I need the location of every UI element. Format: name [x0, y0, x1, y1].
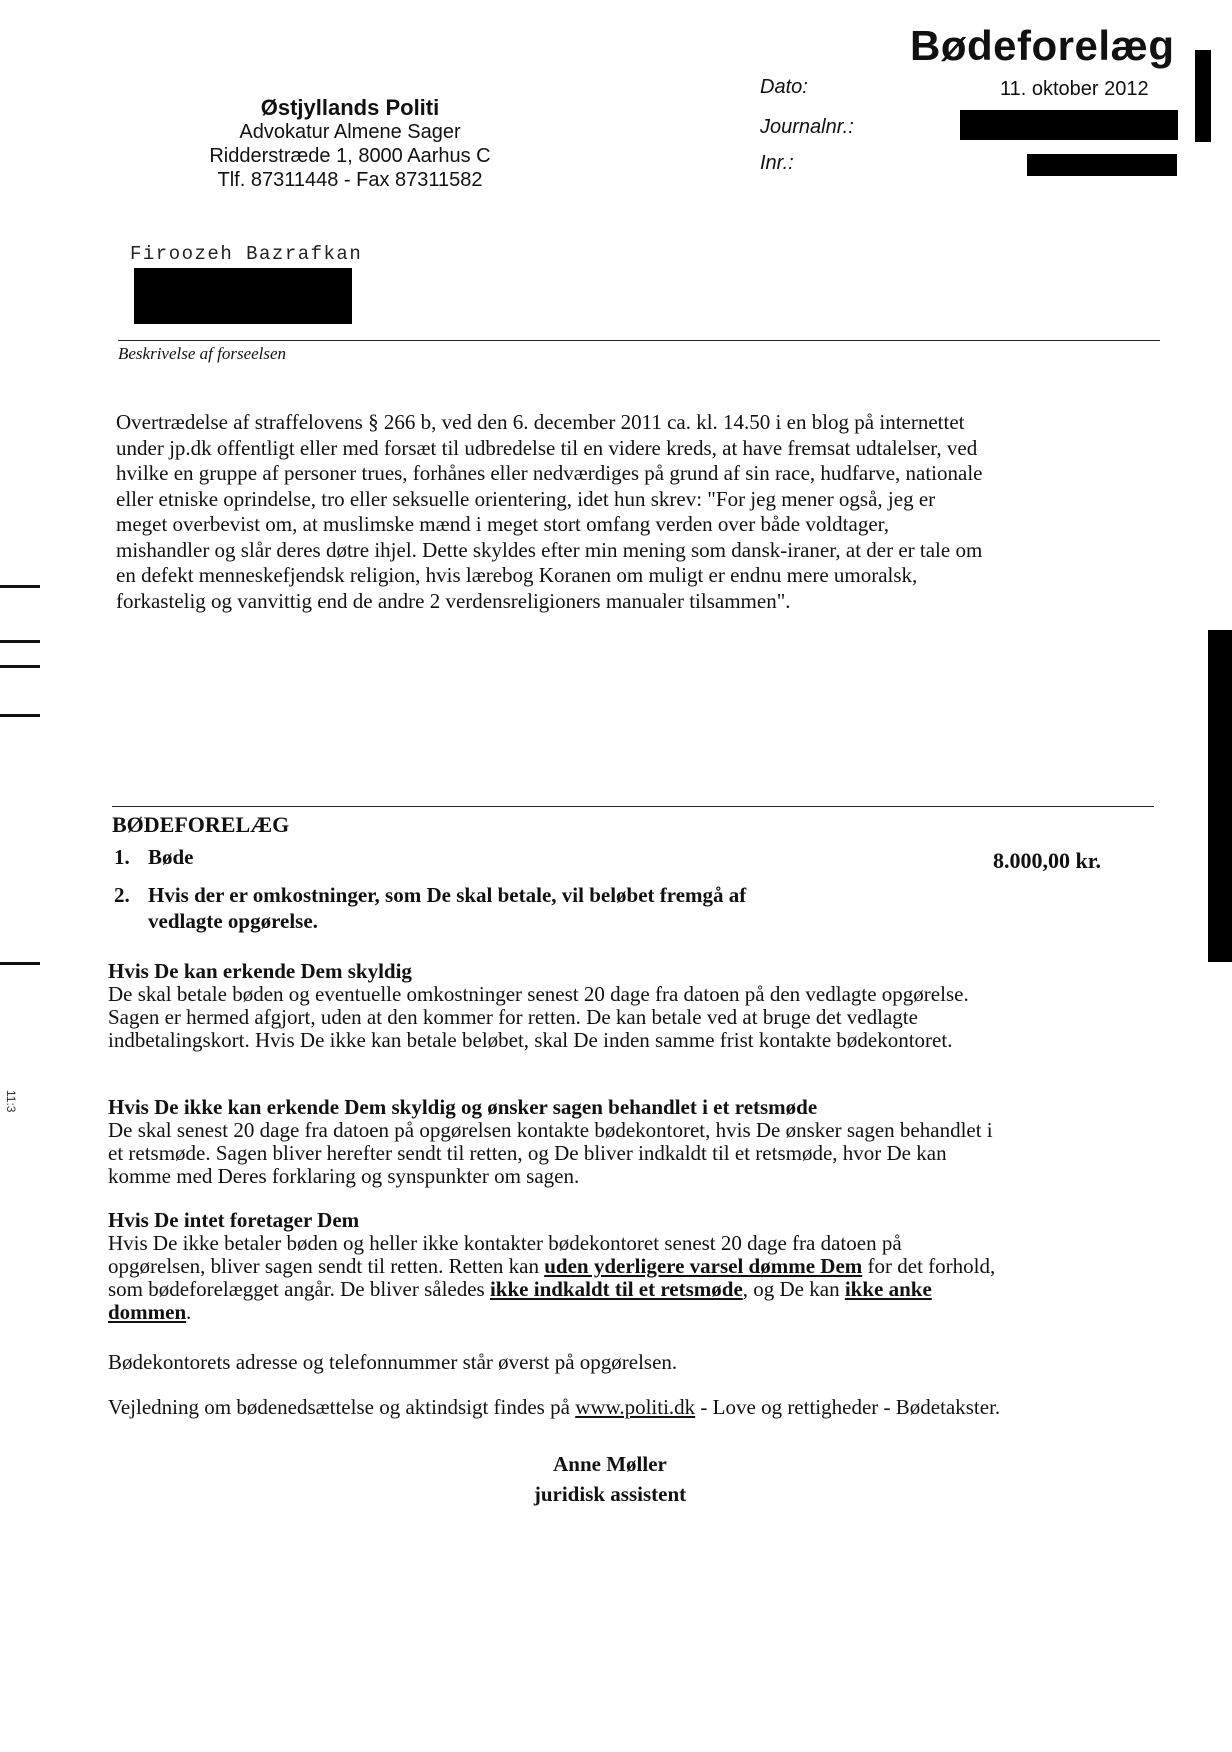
guilty-heading: Hvis De kan erkende Dem skyldig — [108, 959, 412, 983]
no-action-line: Hvis De ikke betaler bøden og heller ikke kontakter bødekontoret senest 20 dage fra datoen på — [108, 1231, 902, 1255]
address-note: Bødekontorets adresse og telefonnummer står øverst på opgørelsen. — [108, 1350, 678, 1374]
journal-label: Journalnr.: — [760, 116, 854, 138]
fine-item-number: 1. — [114, 845, 130, 869]
inr-label: Inr.: — [760, 152, 794, 174]
emphasis-verdict: dommen — [108, 1300, 187, 1324]
sender-block — [180, 96, 520, 192]
margin-tick — [0, 962, 40, 965]
signatory-title: juridisk assistent — [533, 1482, 687, 1506]
fine-item-number: 2. — [114, 883, 130, 907]
emphasis-no-appeal: ikke anke — [844, 1277, 932, 1301]
guilty-line: Sagen er hermed afgjort, uden at den kommer for retten. De kan betale ved at bruge det vedlagte — [108, 1005, 918, 1029]
section-not-guilty — [108, 1096, 1188, 1188]
margin-tick — [0, 665, 40, 668]
fine-heading: BØDEFORELÆG — [112, 812, 290, 837]
redacted-journal-number — [960, 110, 1178, 140]
signature-block — [400, 1449, 820, 1509]
scan-edge-bar — [1208, 630, 1232, 962]
not-guilty-line: et retsmøde. Sagen bliver herefter sendt til retten, og De bliver indkaldt til et retsmøde, hvor De kan — [108, 1141, 947, 1165]
offense-line: forkastelig og vanvittig end de andre 2 verdensreligioners manualer tilsammen". — [116, 588, 791, 613]
no-action-text: som bødeforelægget angår. De bliver således — [108, 1277, 490, 1301]
scan-edge-mark — [1195, 50, 1211, 142]
no-action-line — [108, 1278, 1188, 1301]
sender-org: Østjyllands Politi — [260, 95, 440, 120]
no-action-line — [108, 1255, 1188, 1278]
signatory-name: Anne Møller — [553, 1452, 667, 1476]
no-action-text: , og De kan — [742, 1277, 845, 1301]
guidance-text: Vejledning om bødenedsættelse og aktindsigt findes på — [108, 1395, 576, 1419]
no-action-text: opgørelsen, bliver sagen sendt til retten. Retten kan — [108, 1254, 545, 1278]
no-action-line — [108, 1301, 1188, 1324]
margin-side-note: 11:3 — [4, 1090, 18, 1113]
offense-text — [116, 410, 1176, 614]
redacted-inr — [1027, 154, 1177, 176]
politi-link[interactable]: www.politi.dk — [575, 1395, 696, 1419]
guilty-line: indbetalingskort. Hvis De ikke kan betale beløbet, skal De inden samme frist kontakte bødekontoret. — [108, 1028, 953, 1052]
date-label: Dato: — [760, 76, 808, 98]
sender-phone: Tlf. 87311448 - Fax 87311582 — [217, 169, 483, 191]
guilty-line: De skal betale bøden og eventuelle omkostninger senest 20 dage fra datoen på den vedlagte opgørelse. — [108, 982, 969, 1006]
offense-line: en defekt menneskefjendsk religion, hvis lærebog Koranen om muligt er endnu mere umoralsk, — [116, 563, 918, 587]
guidance-note — [108, 1396, 1188, 1419]
offense-line: Overtrædelse af straffelovens § 266 b, ved den 6. december 2011 ca. kl. 14.50 i en blog på internettet — [116, 410, 965, 434]
not-guilty-line: komme med Deres forklaring og synspunkter om sagen. — [108, 1164, 580, 1188]
offense-line: meget overbevist om, at muslimske mænd i meget stort omfang verden over både voldtager, — [116, 512, 890, 536]
section-no-action — [108, 1209, 1188, 1324]
sender-address: Ridderstræde 1, 8000 Aarhus C — [209, 145, 491, 167]
document-title: Bødeforelæg — [910, 22, 1175, 69]
no-action-text: . — [186, 1300, 192, 1324]
guidance-text: - Love og rettigheder - Bødetakster. — [695, 1395, 1001, 1419]
redacted-recipient-address — [134, 268, 352, 324]
divider-fine — [112, 806, 1154, 807]
fine-item-label: Bøde — [148, 845, 194, 869]
section-guilty — [108, 960, 1188, 1052]
offense-line: mishandler og slår deres døtre ihjel. Dette skyldes efter min mening som dansk-iraner, at der er tale om — [116, 537, 983, 562]
sender-department: Advokatur Almene Sager — [239, 121, 461, 143]
fine-item-text: vedlagte opgørelse. — [148, 909, 318, 933]
emphasis-not-summoned: ikke indkaldt til et retsmøde — [489, 1277, 743, 1301]
emphasis-judgment: uden yderligere varsel dømme Dem — [544, 1254, 863, 1278]
fine-item-1 — [114, 845, 194, 870]
no-action-text: for det forhold, — [862, 1254, 996, 1278]
not-guilty-heading: Hvis De ikke kan erkende Dem skyldig og ønsker sagen behandlet i et retsmøde — [108, 1095, 818, 1119]
margin-tick — [0, 714, 40, 717]
fine-item-2 — [114, 882, 746, 934]
margin-tick — [0, 585, 40, 588]
margin-tick — [0, 640, 40, 643]
fine-amount: 8.000,00 kr. — [993, 848, 1101, 873]
date-value: 11. oktober 2012 — [1000, 78, 1149, 100]
not-guilty-line: De skal senest 20 dage fra datoen på opgørelsen kontakte bødekontoret, hvis De ønsker sagen behandlet i — [108, 1118, 993, 1142]
recipient-name: Firoozeh Bazrafkan — [130, 243, 363, 265]
divider-top — [118, 340, 1160, 341]
offense-label: Beskrivelse af forseelsen — [118, 344, 287, 363]
no-action-heading: Hvis De intet foretager Dem — [108, 1208, 360, 1232]
offense-line: hvilke en gruppe af personer trues, forhånes eller nedværdiges på grund af sin race, hudfarve, nationale — [116, 461, 983, 485]
offense-line: under jp.dk offentligt eller med forsæt til udbredelse til en videre kreds, at have fremsat udtalelser, ved — [116, 435, 978, 460]
fine-item-text: Hvis der er omkostninger, som De skal betale, vil beløbet fremgå af — [148, 883, 747, 907]
offense-line: eller etniske oprindelse, tro eller seksuelle orientering, idet hun skrev: "For jeg mener også, jeg er — [116, 486, 936, 511]
